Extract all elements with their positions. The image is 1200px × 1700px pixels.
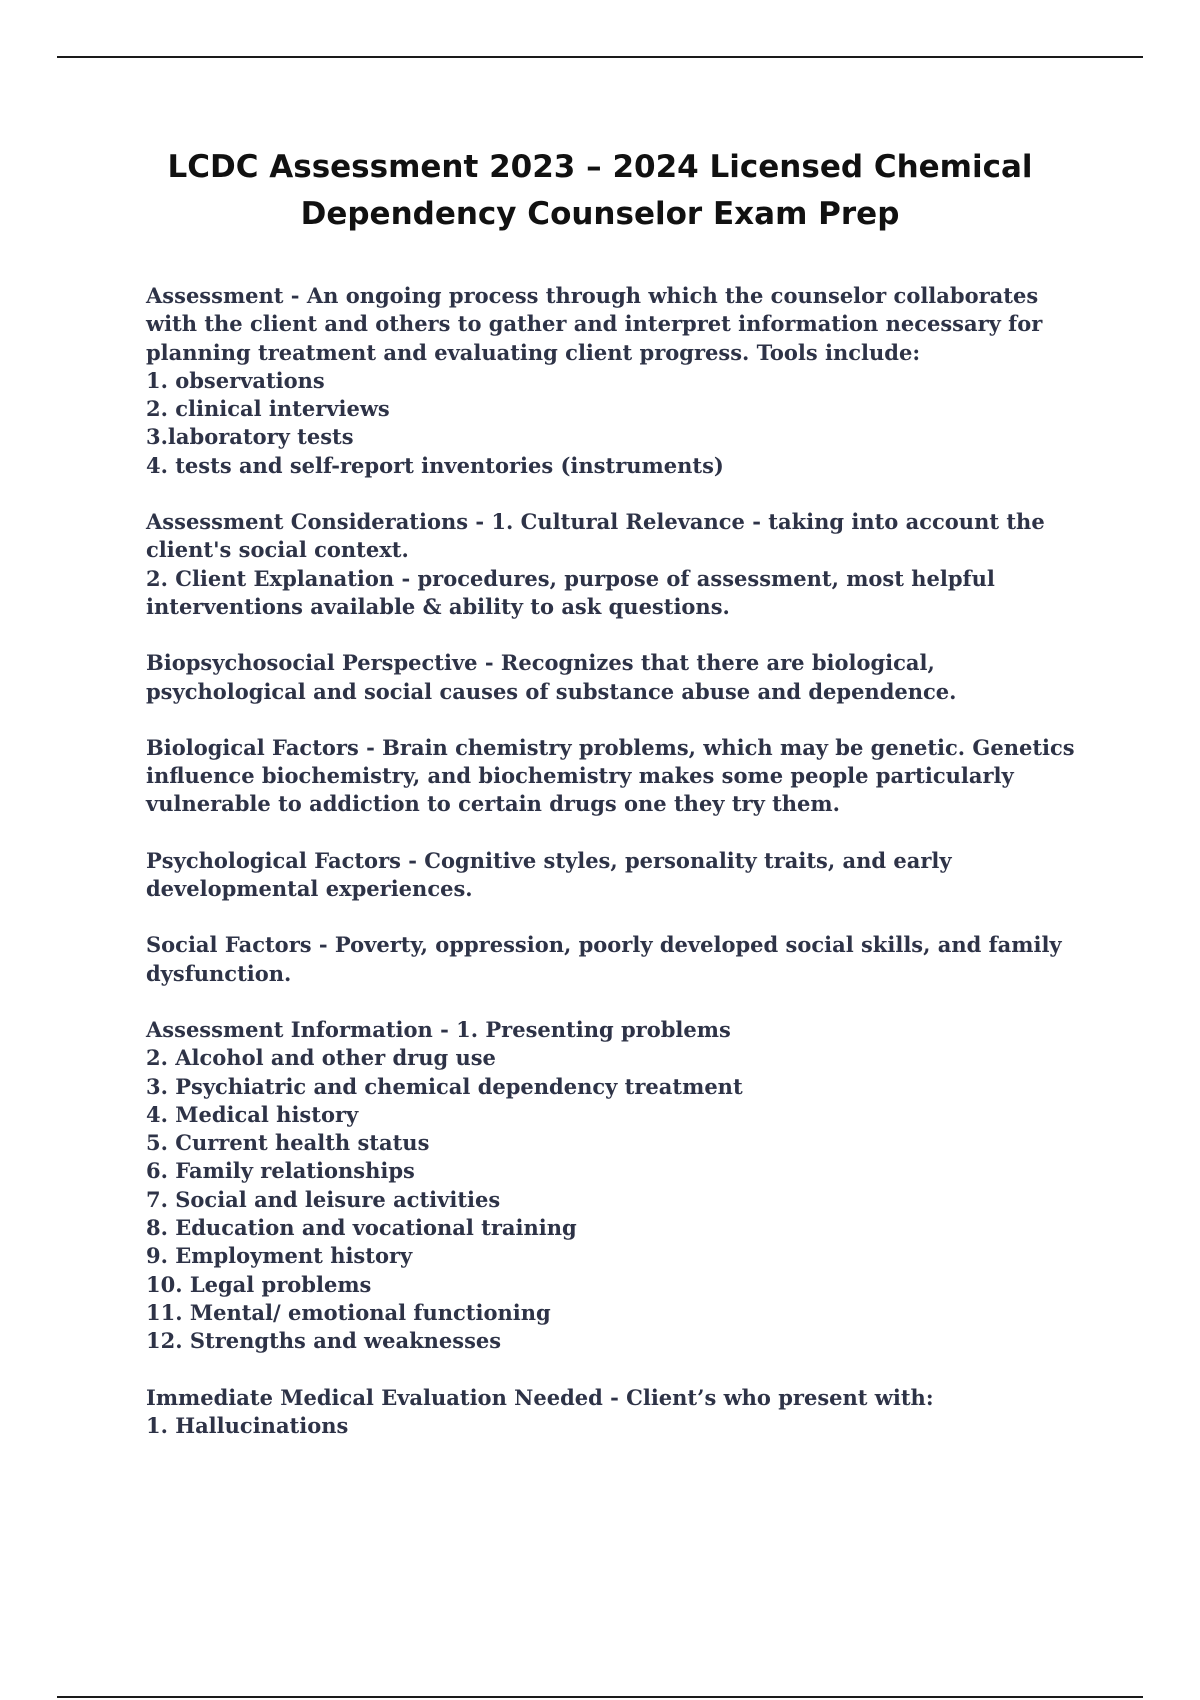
section-assessment-considerations (146, 508, 1096, 621)
section-biopsychosocial-perspective (146, 649, 1096, 706)
list-item: 12. Strengths and weaknesses (146, 1328, 502, 1354)
paragraph-text: Biological Factors - Brain chemistry problems, which may be genetic. Genetics influence biochemistry, and biochemistry makes some people particularly vulnerable to addiction to certain drugs one they try them. (146, 734, 1075, 817)
list-item: 7. Social and leisure activities (146, 1186, 501, 1212)
list-item: 5. Current health status (146, 1130, 430, 1156)
paragraph-text: Assessment - An ongoing process through which the counselor collaborates with the client and others to gather and interpret information necessary for planning treatment and evaluating client progress. Tools include: (146, 283, 1043, 365)
list-item: 2. Alcohol and other drug use (146, 1045, 496, 1071)
section-assessment (146, 282, 1096, 480)
section-immediate-medical-evaluation (146, 1384, 1096, 1441)
section-social-factors (146, 931, 1096, 988)
paragraph-text: Assessment Considerations - 1. Cultural Relevance - taking into account the client's social context. (146, 509, 1045, 563)
document-body (146, 282, 1096, 1468)
list-item: 10. Legal problems (146, 1271, 372, 1297)
paragraph-text: Assessment Information - 1. Presenting problems (146, 1016, 731, 1042)
list-item: 4. Medical history (146, 1101, 359, 1127)
section-biological-factors (146, 734, 1096, 819)
paragraph-text: Immediate Medical Evaluation Needed - Client’s who present with: (146, 1384, 934, 1410)
title-line-1: LCDC Assessment 2023 – 2024 Licensed Chemical (167, 149, 1033, 185)
section-assessment-information (146, 1016, 1096, 1356)
paragraph-text: Social Factors - Poverty, oppression, poorly developed social skills, and family dysfunction. (146, 932, 1062, 986)
paragraph-text: Psychological Factors - Cognitive styles, personality traits, and early developmental experiences. (146, 847, 952, 902)
list-item: 9. Employment history (146, 1243, 413, 1269)
paragraph-text: 2. Client Explanation - procedures, purpose of assessment, most helpful interventions available & ability to ask questions. (146, 565, 995, 619)
document-title (100, 144, 1100, 238)
section-psychological-factors (146, 847, 1096, 904)
list-item: 3.laboratory tests (146, 424, 354, 450)
list-item: 6. Family relationships (146, 1158, 415, 1184)
list-item: 1. observations (146, 367, 325, 393)
bottom-rule (57, 1696, 1143, 1698)
top-rule (57, 56, 1143, 58)
list-item: 1. Hallucinations (146, 1412, 349, 1438)
paragraph-text: Biopsychosocial Perspective - Recognizes that there are biological, psychological and social causes of substance abuse and dependence. (146, 650, 957, 704)
list-item: 11. Mental/ emotional functioning (146, 1299, 551, 1325)
list-item: 2. clinical interviews (146, 396, 390, 422)
list-item: 8. Education and vocational training (146, 1215, 577, 1241)
title-line-2: Dependency Counselor Exam Prep (300, 196, 900, 232)
list-item: 3. Psychiatric and chemical dependency treatment (146, 1073, 743, 1099)
list-item: 4. tests and self-report inventories (instruments) (146, 452, 724, 478)
